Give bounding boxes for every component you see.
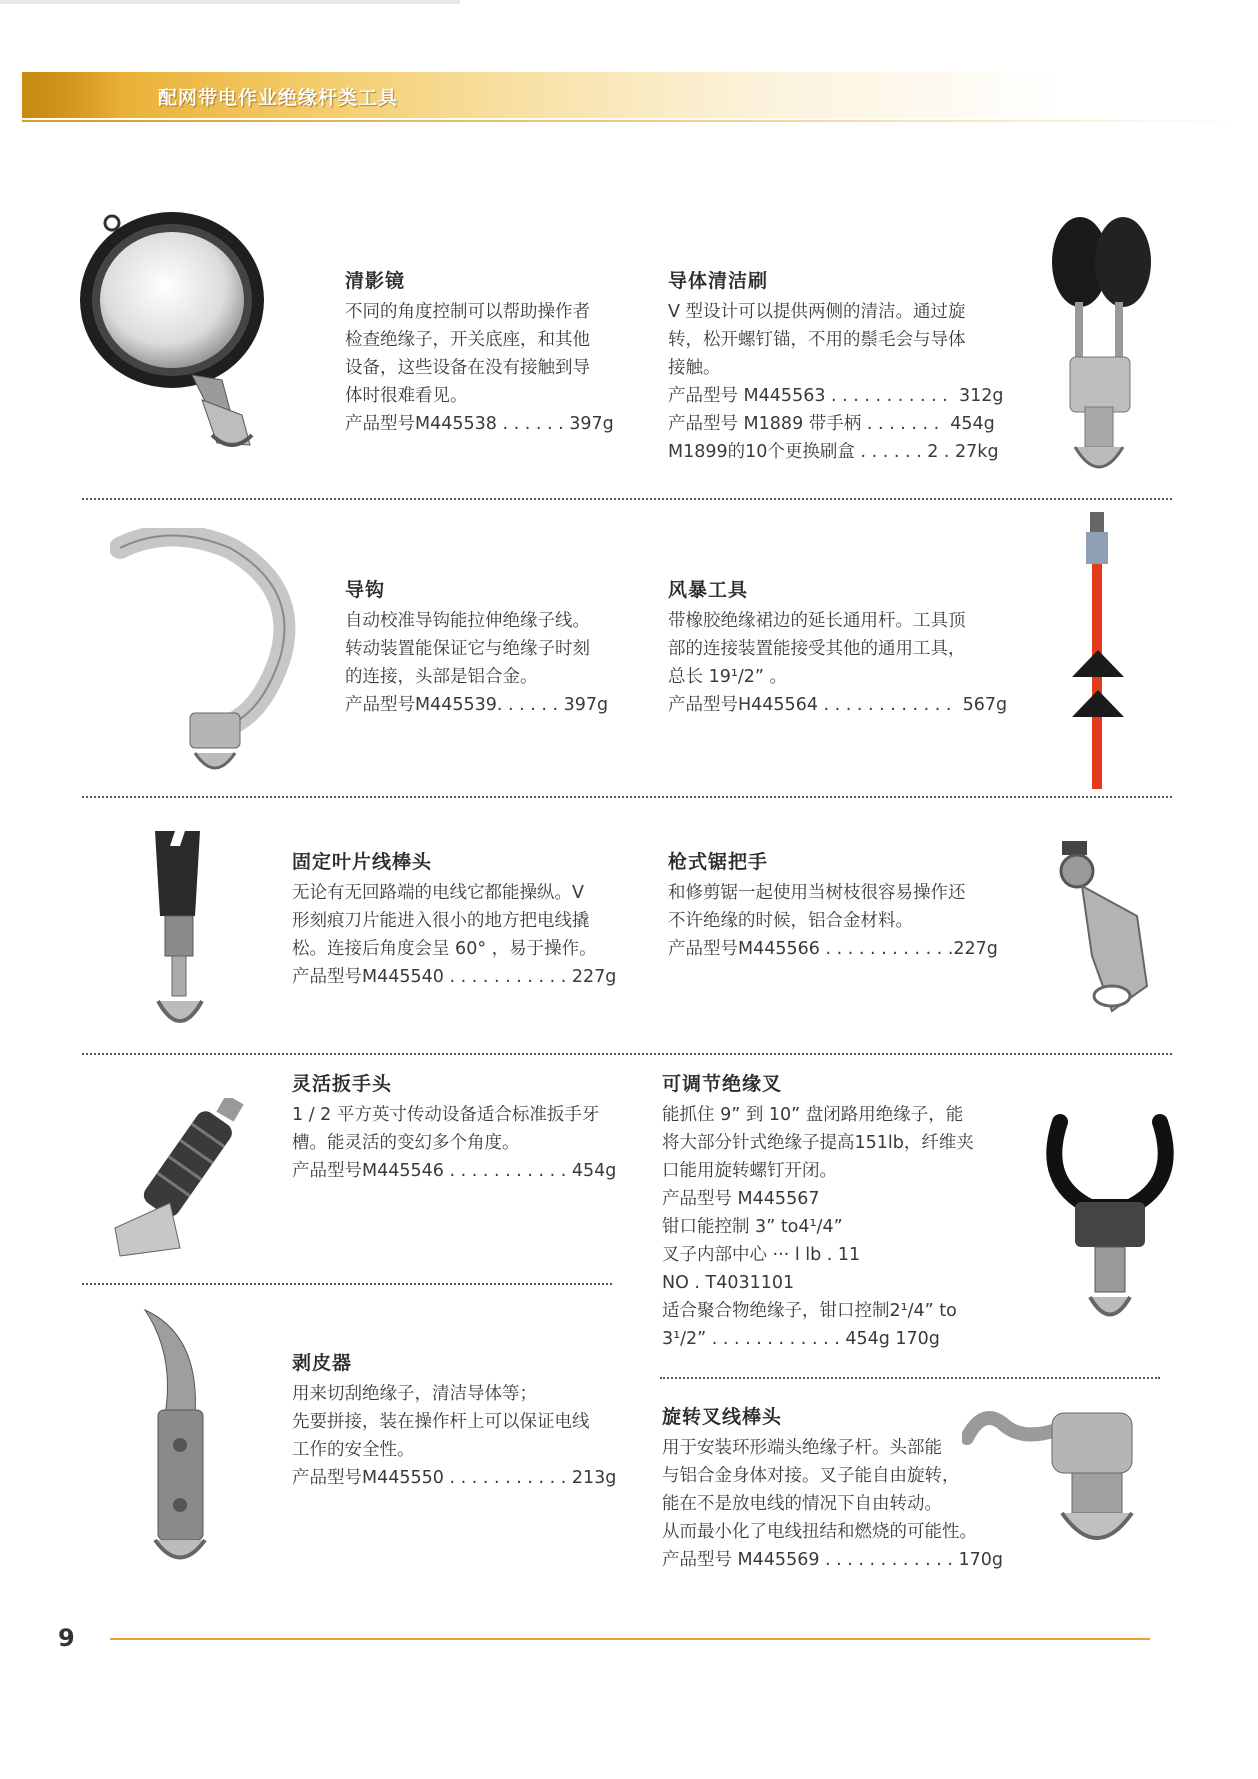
product-spec: NO . T4031101 xyxy=(662,1273,795,1293)
product-storm-tool xyxy=(668,576,1028,719)
product-description: 带橡胶绝缘裙边的延长通用杆。工具顶 部的连接装置能接受其他的通用工具， 总长 19¹/2” 。 xyxy=(668,611,966,687)
product-title: 旋转叉线棒头 xyxy=(662,1406,783,1428)
product-spec: 产品型号M445550 . . . . . . . . . . . 213g xyxy=(292,1468,617,1488)
stripper-image xyxy=(140,1305,220,1575)
section-divider xyxy=(82,498,1172,500)
product-title: 固定叶片线棒头 xyxy=(292,851,433,873)
product-title: 灵活扳手头 xyxy=(292,1073,393,1095)
product-spec: M1899的10个更换刷盒 . . . . . . 2 . 27kg xyxy=(668,442,999,462)
product-saw-handle xyxy=(668,848,1028,963)
top-rule xyxy=(0,0,460,4)
product-description: 无论有无回路端的电线它都能操纵。V 形刻痕刀片能进入很小的地方把电线撬 松。连接后角度会呈 60° ，易于操作。 xyxy=(292,883,597,959)
product-title: 剥皮器 xyxy=(292,1352,353,1374)
footer-rule xyxy=(110,1638,1150,1640)
product-adjustable-fork xyxy=(662,1070,1022,1353)
product-fixed-blade-head xyxy=(292,848,622,991)
product-spec: 产品型号M445546 . . . . . . . . . . . 454g xyxy=(292,1161,617,1181)
product-spec: 产品型号 M445567 xyxy=(662,1189,820,1209)
product-spec: 产品型号M445539. . . . . . 397g xyxy=(345,695,609,715)
product-description: 和修剪锯一起使用当树枝很容易操作还 不许绝缘的时候，铝合金材料。 xyxy=(668,883,966,931)
flexible-wrench-head-image xyxy=(110,1098,260,1258)
product-title: 可调节绝缘叉 xyxy=(662,1073,783,1095)
product-spec: 产品型号M445566 . . . . . . . . . . . .227g xyxy=(668,939,998,959)
product-spec: 钳口能控制 3” to4¹/4” xyxy=(662,1217,843,1237)
rotating-fork-head-image xyxy=(962,1388,1162,1568)
product-description: 用来切刮绝缘子，清洁导体等； 先要拼接，装在操作杆上可以保证电线 工作的安全性。 xyxy=(292,1384,590,1460)
product-description: 能抓住 9” 到 10” 盘闭路用绝缘子，能 将大部分针式绝缘子提高151lb，纤维夹 口能用旋转螺钉开闭。 xyxy=(662,1105,974,1181)
fixed-blade-head-image xyxy=(140,826,220,1036)
product-title: 导体清洁刷 xyxy=(668,270,769,292)
product-description: 用于安装环形端头绝缘子杆。头部能 与铝合金身体对接。叉子能自由旋转， 能在不是放电线的情况下自由转动。 从而最小化了电线扭结和燃烧的可能性。 xyxy=(662,1438,977,1542)
product-flexible-wrench-head xyxy=(292,1070,632,1185)
product-guide-hook xyxy=(345,576,645,719)
section-title: 配网带电作业绝缘杆类工具 xyxy=(158,87,399,109)
product-title: 导钩 xyxy=(345,579,386,601)
product-spec: 产品型号M445540 . . . . . . . . . . . 227g xyxy=(292,967,617,987)
product-spec: 产品型号 M1889 带手柄 . . . . . . . 454g xyxy=(668,414,995,434)
adjustable-fork-image xyxy=(1040,1112,1180,1342)
conductor-brush-image xyxy=(1045,212,1155,492)
product-inspection-mirror xyxy=(345,267,645,438)
product-title: 风暴工具 xyxy=(668,579,749,601)
saw-handle-image xyxy=(1052,836,1162,1026)
section-divider xyxy=(82,1283,612,1285)
product-title: 枪式锯把手 xyxy=(668,851,769,873)
product-spec: 产品型号 M445569 . . . . . . . . . . . . 170g xyxy=(662,1550,1004,1570)
section-divider xyxy=(82,796,1172,798)
product-spec: 适合聚合物绝缘子，钳口控制2¹/4” to xyxy=(662,1301,957,1321)
product-spec: 产品型号H445564 . . . . . . . . . . . . 567g xyxy=(668,695,1008,715)
storm-tool-image xyxy=(1068,512,1128,792)
product-spec: 3¹/2” . . . . . . . . . . . . 454g 170g xyxy=(662,1329,940,1349)
inspection-mirror-image xyxy=(72,205,272,465)
product-stripper xyxy=(292,1349,632,1492)
product-description: V 型设计可以提供两侧的清洁。通过旋 转，松开螺钉锚，不用的鬃毛会与导体 接触。 xyxy=(668,302,966,378)
header-underline xyxy=(22,120,1242,122)
product-title: 清影镜 xyxy=(345,270,406,292)
section-header-band xyxy=(22,72,1242,118)
product-conductor-brush xyxy=(668,267,1028,466)
section-divider xyxy=(660,1377,1160,1379)
product-description: 1 / 2 平方英寸传动设备适合标准扳手牙 槽。能灵活的变幻多个角度。 xyxy=(292,1105,600,1153)
page-number: 9 xyxy=(58,1624,75,1652)
product-spec: 产品型号M445538 . . . . . . 397g xyxy=(345,414,614,434)
product-spec: 叉子内部中心 ··· l lb . 11 xyxy=(662,1245,861,1265)
product-description: 自动校准导钩能拉伸绝缘子线。 转动装置能保证它与绝缘子时刻 的连接，头部是铝合金。 xyxy=(345,611,590,687)
product-description: 不同的角度控制可以帮助操作者 检查绝缘子，开关底座，和其他 设备，这些设备在没有接触到导 体时很难看见。 xyxy=(345,302,590,406)
guide-hook-image xyxy=(110,528,310,788)
product-spec: 产品型号 M445563 . . . . . . . . . . . 312g xyxy=(668,386,1004,406)
section-divider xyxy=(82,1053,1172,1055)
